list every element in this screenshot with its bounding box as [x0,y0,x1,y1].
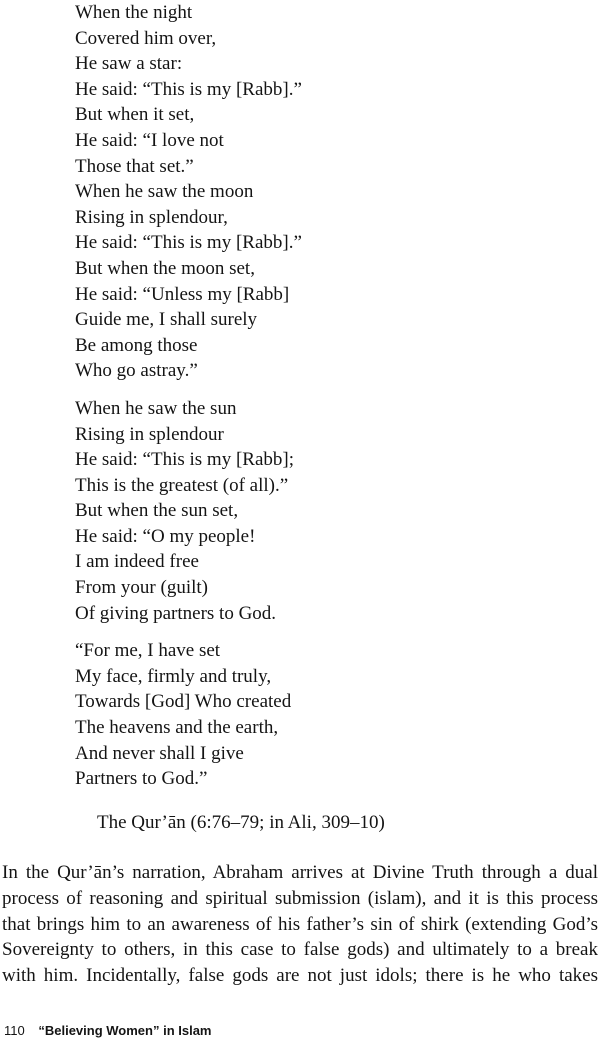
quran-citation: The Qur’ān (6:76–79; in Ali, 309–10) [97,812,385,833]
paragraph-line: with him. Incidentally, false gods are not just idols; there is he who takes [2,965,598,987]
verse-line: He said: “This is my [Rabb].” [75,232,302,254]
verse-stanza [75,638,302,792]
verse-line: Guide me, I shall surely [75,309,258,331]
verse-line: Of giving partners to God. [75,602,277,624]
verse-stanza [75,0,302,384]
verse-line: But when the sun set, [75,500,239,522]
paragraph-line: that brings him to an awareness of his father’s sin of shirk (extending God’s [2,913,598,935]
verse-line: When the night [75,2,193,23]
paragraph-line: process of reasoning and spiritual submission (islam), and it is this process [2,887,598,909]
verse-line: Who go astray.” [75,360,198,382]
verse-line: But when the moon set, [75,257,255,279]
verse-line: And never shall I give [75,742,244,764]
verse-block [75,0,302,792]
verse-line: He said: “O my people! [75,525,256,547]
running-head: “Believing Women” in Islam [38,1023,212,1038]
verse-line: Rising in splendour, [75,206,228,228]
verse-line: He saw a star: [75,53,183,75]
paragraph-line: Sovereignty to others, in this case to false gods) and ultimately to a break [2,939,598,961]
verse-line: When he saw the sun [75,397,237,419]
verse-line: Partners to God.” [75,768,208,790]
verse-line: He said: “Unless my [Rabb] [75,283,290,305]
page-footer [4,1022,212,1040]
verse-stanza [75,396,302,626]
verse-line: Those that set.” [75,155,194,177]
verse-line: Towards [God] Who created [75,691,292,713]
verse-line: Covered him over, [75,27,217,49]
verse-line: When he saw the moon [75,181,254,203]
verse-line: He said: “I love not [75,129,224,151]
verse-line: This is the greatest (of all).” [75,474,289,496]
verse-line: “For me, I have set [75,640,221,662]
verse-line: He said: “This is my [Rabb]; [75,449,294,471]
verse-line: The heavens and the earth, [75,717,279,739]
verse-line: I am indeed free [75,551,199,573]
paragraph-line: In the Qur’ān’s narration, Abraham arrives at Divine Truth through a dual [2,862,598,883]
verse-line: Rising in splendour [75,423,224,445]
verse-line: But when it set, [75,104,195,126]
page-number: 110 [4,1023,25,1038]
body-paragraph [2,860,598,989]
verse-line: From your (guilt) [75,577,208,599]
verse-line: My face, firmly and truly, [75,665,272,687]
verse-line: Be among those [75,334,198,356]
verse-line: He said: “This is my [Rabb].” [75,78,302,100]
